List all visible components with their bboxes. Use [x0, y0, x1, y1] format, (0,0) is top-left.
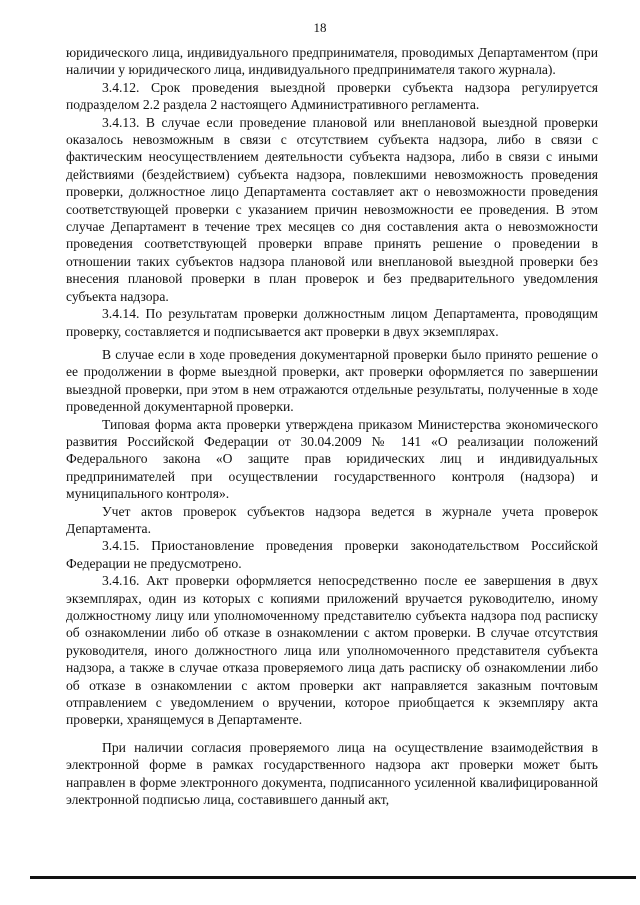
- paragraph-documentary-check: В случае если в ходе проведения документарной проверки было принято решение о ее продолжении в форме выездной проверки, акт проверки оформляется по завершении выездной проверки, при этом в нем отражаются отдельные результаты, полученные в ходе проведенной документарной проверки.: [66, 346, 598, 415]
- paragraph-3-4-14: 3.4.14. По результатам проверки должностным лицом Департамента, проводящим проверку, составляется и подписывается акт проверки в двух экземплярах.: [66, 306, 598, 339]
- paragraph-electronic-form: При наличии согласия проверяемого лица на осуществление взаимодействия в электронной форме в рамках государственного надзора акт проверки может быть направлен в форме электронного документа, подписанного усиленной квалифицированной электронной подписью лица, составившего данный акт,: [66, 739, 598, 808]
- paragraph-3-4-13: 3.4.13. В случае если проведение плановой или внеплановой выездной проверки оказалось невозможным в связи с отсутствием субъекта надзора, либо в связи с фактическим неосуществлением деятельности субъекта надзора, либо в связи с иными действиями (бездействием) субъекта надзора, повлекшими невозможность проведения проверки, должностное лицо Департамента составляет акт о невозможности проведения соответствующей проверки с указанием причин невозможности ее проведения. В этом случае Департамент в течение трех месяцев со дня составления акта о невозможности проведения соответствующей проверки вправе принять решение о проведении в отношении таких субъектов надзора плановой или внеплановой выездной проверки без внесения плановой проверки в план проверок и без предварительного уведомления субъекта надзора.: [66, 114, 598, 304]
- paragraph-inspection-log: Учет актов проверок субъектов надзора ведется в журнале учета проверок Департамента.: [66, 503, 598, 536]
- paragraph-continuation: юридического лица, индивидуального предпринимателя, проводимых Департаментом (при наличии у юридического лица, индивидуального предпринимателя такого журнала).: [66, 45, 598, 78]
- page-number: 18: [313, 20, 327, 35]
- bottom-rule: [30, 876, 636, 879]
- paragraph-typical-form: Типовая форма акта проверки утверждена приказом Министерства экономического развития Российской Федерации от 30.04.2009 № 141 «О реализации положений Федерального закона «О защите прав юридических лиц и индивидуальных предпринимателей при осуществлении государственного контроля (надзора) и муниципального контроля».: [66, 416, 598, 502]
- paragraph-3-4-16: 3.4.16. Акт проверки оформляется непосредственно после ее завершения в двух экземплярах, один из которых с копиями приложений вручается руководителю, иному должностному лицу или уполномоченному представителю субъекта надзора под расписку об ознакомлении либо об отказе в ознакомлении с актом проверки. В случае отсутствия руководителя, иного должностного лица или уполномоченного представителя субъекта надзора, а также в случае отказа проверяемого лица дать расписку об ознакомлении либо об отказе в ознакомлении с актом проверки акт направляется заказным почтовым отправлением с уведомлением о вручении, которое приобщается к экземпляру акта проверки, хранящемуся в Департаменте.: [66, 573, 598, 728]
- paragraph-3-4-12: 3.4.12. Срок проведения выездной проверки субъекта надзора регулируется подразделом 2.2 раздела 2 настоящего Административного регламента.: [66, 79, 598, 113]
- document-body: [66, 44, 598, 808]
- paragraph-3-4-15: 3.4.15. Приостановление проведения проверки законодательством Российской Федерации не предусмотрено.: [66, 538, 598, 571]
